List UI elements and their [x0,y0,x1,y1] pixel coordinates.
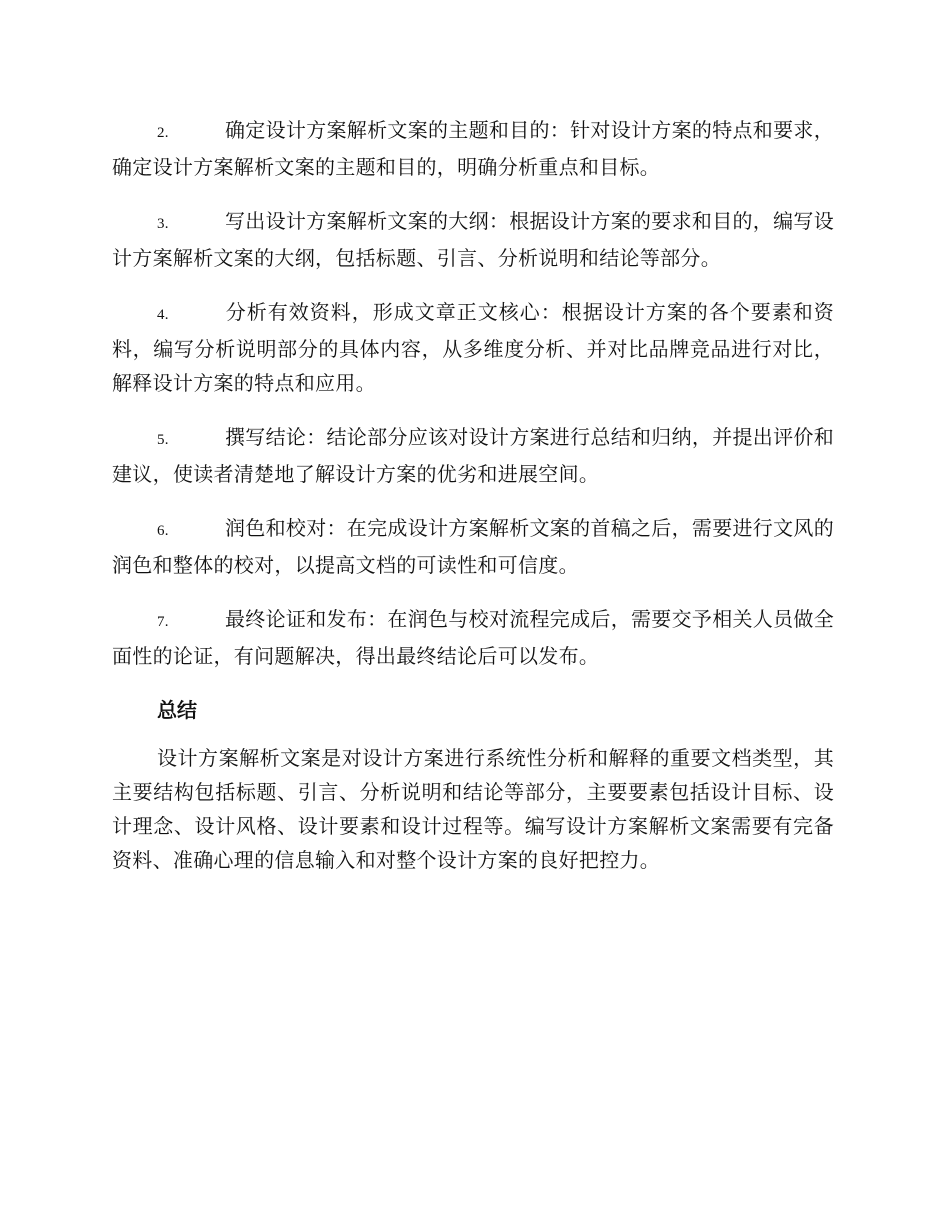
document-content [112,113,834,877]
list-item-6 [112,511,834,582]
list-number: 3. [157,216,169,232]
list-text: 最终论证和发布：在润色与校对流程完成后，需要交予相关人员做全面性的论证，有问题解决，得出最终结论后可以发布。 [112,607,834,668]
list-number: 6. [157,523,169,539]
list-number: 5. [157,432,169,448]
list-text: 分析有效资料，形成文章正文核心：根据设计方案的各个要素和资料，编写分析说明部分的具体内容，从多维度分析、并对比品牌竞品进行对比，解释设计方案的特点和应用。 [112,300,834,395]
list-text: 撰写结论：结论部分应该对设计方案进行总结和归纳，并提出评价和建议，使读者清楚地了解设计方案的优劣和进展空间。 [112,425,834,486]
list-item-3 [112,204,834,275]
list-text: 润色和校对：在完成设计方案解析文案的首稿之后，需要进行文风的润色和整体的校对，以提高文档的可读性和可信度。 [112,516,834,577]
summary-heading: 总结 [157,698,197,722]
list-item-4 [112,295,834,400]
list-text: 确定设计方案解析文案的主题和目的：针对设计方案的特点和要求，确定设计方案解析文案的主题和目的，明确分析重点和目标。 [112,118,834,179]
summary-paragraph: 设计方案解析文案是对设计方案进行系统性分析和解释的重要文档类型，其主要结构包括标题、引言、分析说明和结论等部分，主要要素包括设计目标、设计理念、设计风格、设计要素和设计过程等。编写设计方案解析文案需要有完备资料、准确心理的信息输入和对整个设计方案的良好把控力。 [112,746,834,872]
list-item-7 [112,602,834,673]
list-item-5 [112,420,834,491]
list-text: 写出设计方案解析文案的大纲：根据设计方案的要求和目的，编写设计方案解析文案的大纲，包括标题、引言、分析说明和结论等部分。 [112,209,834,270]
list-number: 2. [157,125,169,141]
list-item-2 [112,113,834,184]
list-number: 7. [157,614,169,630]
list-number: 4. [157,307,169,323]
